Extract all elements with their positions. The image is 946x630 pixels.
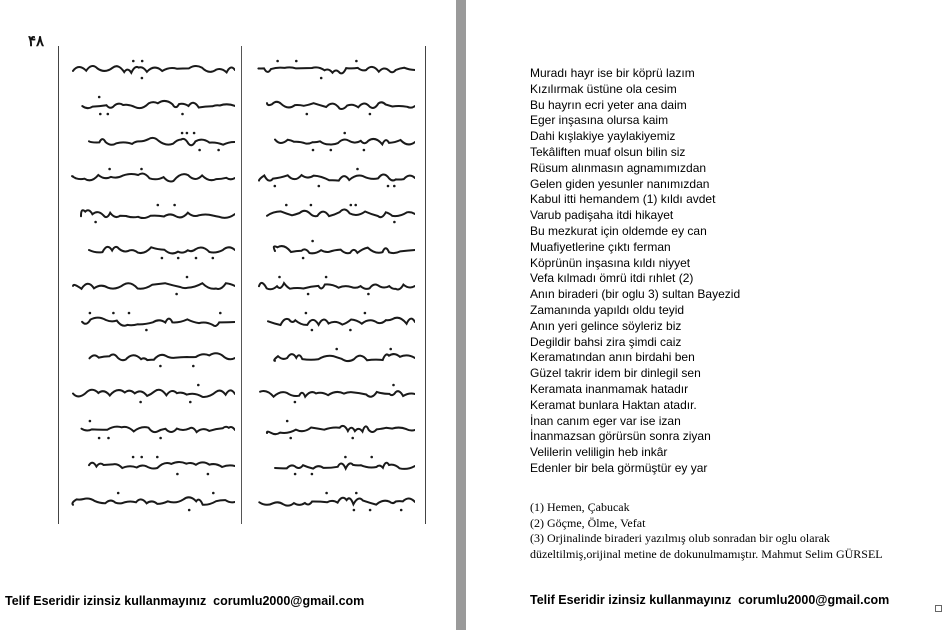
manuscript-script-line [85, 238, 235, 260]
manuscript-script-line [255, 166, 415, 188]
footnote-line: düzeltilmiş,orijinal metine de dokunulmamıştır. Mahmut Selim GÜRSEL [530, 546, 883, 561]
poem-line: İnanmazsan görürsün sonra ziyan [530, 429, 711, 444]
manuscript-column-rule [241, 46, 242, 524]
manuscript-script-line [77, 202, 235, 224]
poem-line: Güzel takrir idem bir dinlegil sen [530, 366, 701, 381]
manuscript-script-line [85, 130, 235, 152]
manuscript-script-line [69, 274, 235, 296]
manuscript-frame [58, 46, 426, 524]
footnote-line: (3) Orjinalinde biraderi yazılmış olub sonradan bir oglu olarak [530, 531, 830, 545]
left-copyright-footer: Telif Eseridir izinsiz kullanmayınız corumlu2000@gmail.com [5, 594, 365, 608]
footnotes [530, 500, 942, 562]
poem-line: Rüsum alınmasın agnamımızdan [530, 160, 707, 175]
poem-line: Anın yeri gelince söyleriz biz [530, 318, 682, 333]
manuscript-page [0, 0, 456, 630]
manuscript-script-line [69, 490, 235, 512]
poem-line: Degildir bahsi zira şimdi caiz [530, 334, 682, 349]
poem-line: Varub padişaha itdi hikayet [530, 208, 674, 223]
right-copyright-footer: Telif Eseridir izinsiz kullanmayınız corumlu2000@gmail.com [530, 593, 890, 607]
manuscript-script-line [77, 94, 235, 116]
manuscript-script-line [255, 58, 415, 80]
manuscript-script-line [263, 202, 415, 224]
manuscript-page-number: ۴۸ [28, 32, 45, 50]
poem-line: Bu hayrın ecri yeter ana daim [530, 97, 687, 112]
manuscript-script-line [77, 418, 235, 440]
poem-line: Keramat bunlara Haktan atadır. [530, 397, 697, 412]
manuscript-script-line [271, 130, 415, 152]
poem-line: Bu mezkurat için oldemde ey can [530, 223, 707, 238]
manuscript-script-line [69, 166, 235, 188]
manuscript-script-line [77, 310, 235, 332]
poem-line: Kabul itti hemandem (1) kıldı avdet [530, 192, 716, 207]
poem-transcription [530, 66, 940, 477]
manuscript-script-line [271, 238, 415, 260]
manuscript-script-line [255, 490, 415, 512]
manuscript-scan [22, 28, 432, 528]
manuscript-script-line [263, 310, 415, 332]
transcription-page [466, 0, 946, 630]
poem-line: Vefa kılmadı ömrü itdi rıhlet (2) [530, 271, 694, 286]
poem-line: Gelen giden yesunler nanımızdan [530, 176, 710, 191]
manuscript-script-line [69, 382, 235, 404]
page-corner-mark [935, 605, 942, 612]
footnote-line: (1) Hemen, Çabucak [530, 500, 630, 514]
poem-line: Eger inşasına olursa kaim [530, 113, 669, 128]
poem-line: Köprünün inşasına kıldı niyyet [530, 255, 691, 270]
manuscript-script-line [69, 58, 235, 80]
manuscript-script-line [255, 274, 415, 296]
poem-line: İnan canım eger var ise izan [530, 413, 681, 428]
poem-line: Edenler bir bela görmüştür ey yar [530, 460, 708, 475]
poem-line: Muafiyetlerine çıktı ferman [530, 239, 671, 254]
manuscript-script-line [85, 346, 235, 368]
manuscript-script-line [255, 382, 415, 404]
manuscript-script-line [263, 94, 415, 116]
poem-line: Kızılırmak üstüne ola cesim [530, 81, 677, 96]
footnote-line: (2) Göçme, Ölme, Vefat [530, 515, 646, 530]
page-divider [456, 0, 466, 630]
poem-line: Dahi kışlakiye yaylakiyemiz [530, 129, 676, 144]
poem-line: Anın biraderi (bir oglu 3) sultan Bayezid [530, 287, 741, 302]
poem-line: Keramatından anın birdahi ben [530, 350, 695, 365]
manuscript-script-line [271, 454, 415, 476]
poem-line: Zamanında yapıldı oldu teyid [530, 302, 685, 317]
poem-line: Keramata inanmamak hatadır [530, 381, 689, 396]
poem-line: Velilerin veliligin heb inkâr [530, 445, 668, 460]
manuscript-script-line [85, 454, 235, 476]
manuscript-script-line [271, 346, 415, 368]
poem-line: Muradı hayr ise bir köprü lazım [530, 66, 695, 80]
manuscript-script-line [263, 418, 415, 440]
poem-line: Tekâliften muaf olsun bilin siz [530, 144, 686, 159]
